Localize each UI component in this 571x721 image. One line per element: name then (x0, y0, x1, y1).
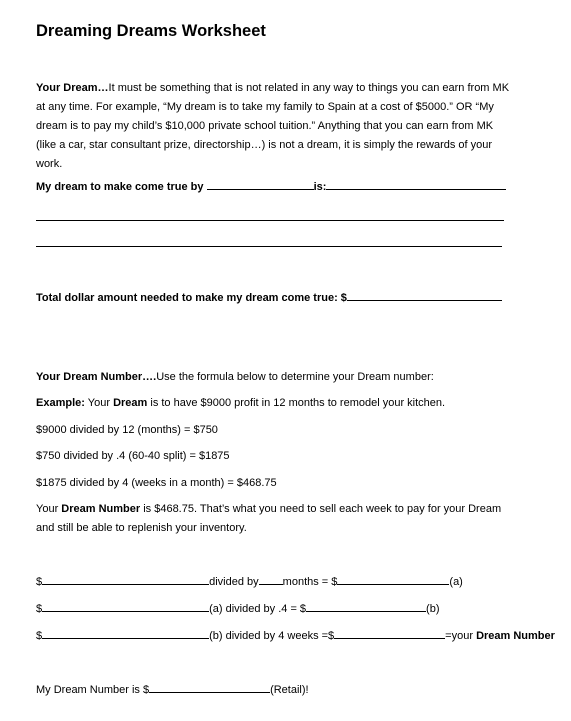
dream-line-label: My dream to make come true by (36, 181, 207, 193)
formula-row-2-tag: (b) (426, 603, 440, 615)
dream-description-blank[interactable] (326, 177, 506, 190)
example-line (36, 396, 445, 410)
formula-row-2-result-blank[interactable] (306, 599, 426, 612)
dream-number-label: Your Dream Number…. (36, 371, 157, 383)
total-dollar-label: Total dollar amount needed to make my dream come true: $ (36, 292, 347, 304)
formula-row-3-dollar: $ (36, 630, 43, 642)
example-text-b: is to have $9000 profit in 12 months to remodel your kitchen. (147, 397, 446, 409)
result-text-a: Your (36, 503, 62, 515)
example-step-2: $750 divided by .4 (60-40 split) = $1875 (36, 450, 230, 462)
example-bold-word: Dream (113, 397, 148, 409)
dream-date-blank[interactable] (207, 177, 314, 190)
formula-row-2-amount-blank[interactable] (42, 599, 209, 612)
example-text-a: Your (84, 397, 114, 409)
formula-row-1-tag: (a) (449, 576, 463, 588)
formula-row-1-months-label: months = $ (282, 576, 338, 588)
formula-row-2-dollar: $ (36, 603, 43, 615)
dream-is-label: is: (313, 181, 327, 193)
formula-row-1-result-blank[interactable] (337, 572, 449, 585)
formula-row-1-divided-by: divided by (209, 576, 259, 588)
formula-row-3-label: (b) divided by 4 weeks =$ (209, 630, 335, 642)
formula-row-3-dream-number: Dream Number (476, 630, 555, 642)
formula-row-2 (36, 599, 440, 616)
page-title: Dreaming Dreams Worksheet (36, 22, 266, 40)
total-dollar-blank[interactable] (347, 288, 502, 301)
formula-row-1 (36, 572, 463, 589)
final-dream-number-blank[interactable] (149, 680, 270, 693)
formula-row-2-label: (a) divided by .4 = $ (209, 603, 307, 615)
formula-row-1-amount-blank[interactable] (42, 572, 209, 585)
dream-line (36, 177, 506, 194)
formula-row-1-dollar: $ (36, 576, 43, 588)
example-step-1: $9000 divided by 12 (months) = $750 (36, 424, 218, 436)
intro-text: It must be something that is not related in any way to things you can earn from MK at any time. For example, “My dream is to take my family to Spain at a cost of $5000.” OR “My dream is to pay my child’s $10,000 private school tuition.” Anything that you can earn from MK (like a car, star consultant prize, directorship…) is not a dream, it is simply the rewards of your work. (36, 82, 510, 170)
final-label: My Dream Number is $ (36, 684, 150, 696)
result-paragraph (36, 500, 506, 538)
formula-row-3-amount-blank[interactable] (42, 626, 209, 639)
dream-number-text: Use the formula below to determine your Dream number: (156, 371, 434, 383)
total-dollar-line (36, 288, 502, 305)
final-retail-label: (Retail)! (270, 684, 309, 696)
formula-row-3-result-blank[interactable] (334, 626, 445, 639)
formula-row-3 (36, 626, 555, 643)
dream-number-heading (36, 370, 434, 384)
formula-row-1-months-blank[interactable] (259, 572, 283, 585)
intro-paragraph (36, 79, 516, 174)
result-bold-word: Dream Number (61, 503, 141, 515)
dream-description-line-2[interactable] (36, 220, 504, 221)
final-line (36, 680, 309, 697)
example-label: Example: (36, 397, 85, 409)
result-text-b: is $468.75. That’s what you need to sell each week to pay for your Dream and still be able to replenish your inventory. (36, 503, 502, 534)
dream-description-line-3[interactable] (36, 246, 502, 247)
intro-label: Your Dream… (36, 82, 109, 94)
example-step-3: $1875 divided by 4 (weeks in a month) = $468.75 (36, 477, 277, 489)
formula-row-3-equals: =your (445, 630, 477, 642)
